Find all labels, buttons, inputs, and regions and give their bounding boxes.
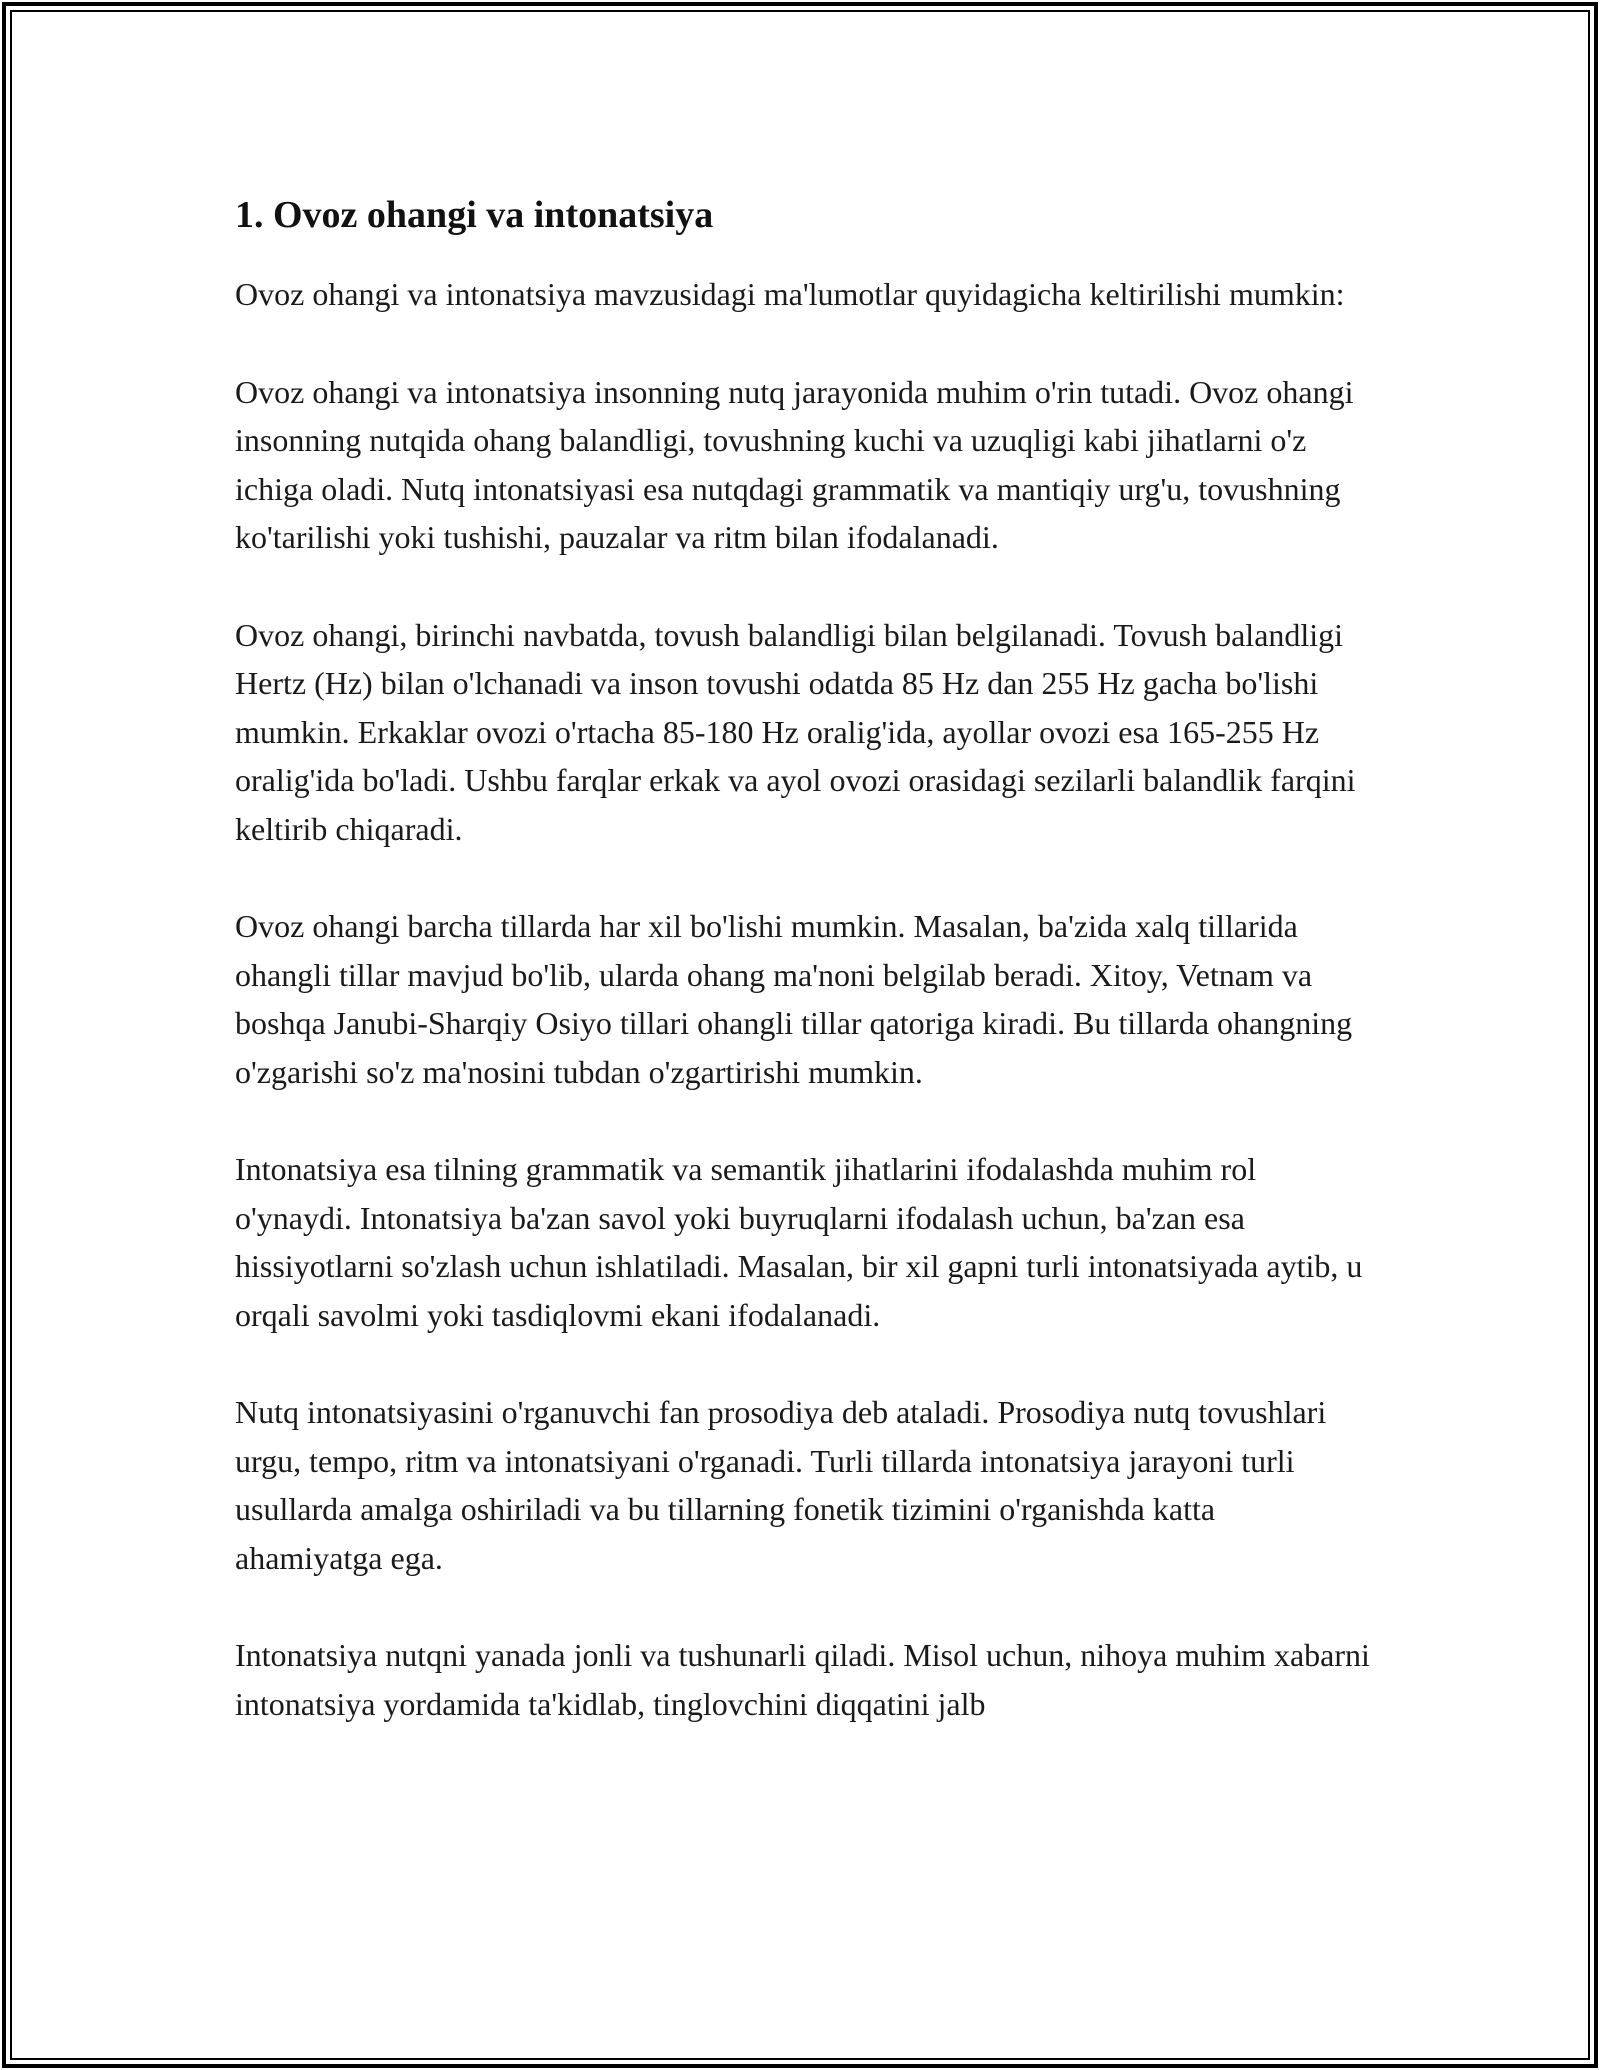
paragraph: Ovoz ohangi, birinchi navbatda, tovush balandligi bilan belgilanadi. Tovush balandligi Hertz (Hz) bilan o'lchanadi va inson tovushi odatda 85 Hz dan 255 Hz gacha bo'lishi mumkin. Erkaklar ovozi o'rtacha 85-180 Hz oralig'ida, ayollar ovozi esa 165-255 Hz oralig'ida bo'ladi. Ushbu farqlar erkak va ayol ovozi orasidagi sezilarli balandlik farqini keltirib chiqaradi.	[235, 616, 1356, 847]
document-body	[235, 186, 1370, 1777]
section-heading: 1. Ovoz ohangi va intonatsiya	[235, 194, 714, 236]
paragraph: Nutq intonatsiyasini o'rganuvchi fan prosodiya deb ataladi. Prosodiya nutq tovushlari urgu, tempo, ritm va intonatsiyani o'rganadi. Turli tillarda intonatsiya jarayoni turli usullarda amalga oshiriladi va bu tillarning fonetik tizimini o'rganishda katta ahamiyatga ega.	[235, 1394, 1327, 1576]
paragraph: Ovoz ohangi va intonatsiya insonning nutq jarayonida muhim o'rin tutadi. Ovoz ohangi insonning nutqida ohang balandligi, tovushning kuchi va uzuqligi kabi jihatlarni o'z ichiga oladi. Nutq intonatsiyasi esa nutqdagi grammatik va mantiqiy urg'u, tovushning ko'tarilishi yoki tushishi, pauzalar va ritm bilan ifodalanadi.	[235, 373, 1354, 555]
paragraph: Ovoz ohangi barcha tillarda har xil bo'lishi mumkin. Masalan, ba'zida xalq tillarida ohangli tillar mavjud bo'lib, ularda ohang ma'noni belgilab beradi. Xitoy, Vetnam va boshqa Janubi-Sharqiy Osiyo tillari ohangli tillar qatoriga kiradi. Bu tillarda ohangning o'zgarishi so'z ma'nosini tubdan o'zgartirishi mumkin.	[235, 908, 1353, 1090]
paragraph: Intonatsiya esa tilning grammatik va semantik jihatlarini ifodalashda muhim rol o'ynaydi. Intonatsiya ba'zan savol yoki buyruqlarni ifodalash uchun, ba'zan esa hissiyotlarni so'zlash uchun ishlatiladi. Masalan, bir xil gapni turli intonatsiyada aytib, u orqali savolmi yoki tasdiqlovmi ekani ifodalanadi.	[235, 1151, 1363, 1333]
paragraph: Intonatsiya nutqni yanada jonli va tushunarli qiladi. Misol uchun, nihoya muhim xabarni intonatsiya yordamida ta'kidlab, tinglovchini diqqatini jalb	[235, 1637, 1370, 1722]
paragraph: Ovoz ohangi va intonatsiya mavzusidagi ma'lumotlar quyidagicha keltirilishi mumkin:	[235, 276, 1345, 312]
